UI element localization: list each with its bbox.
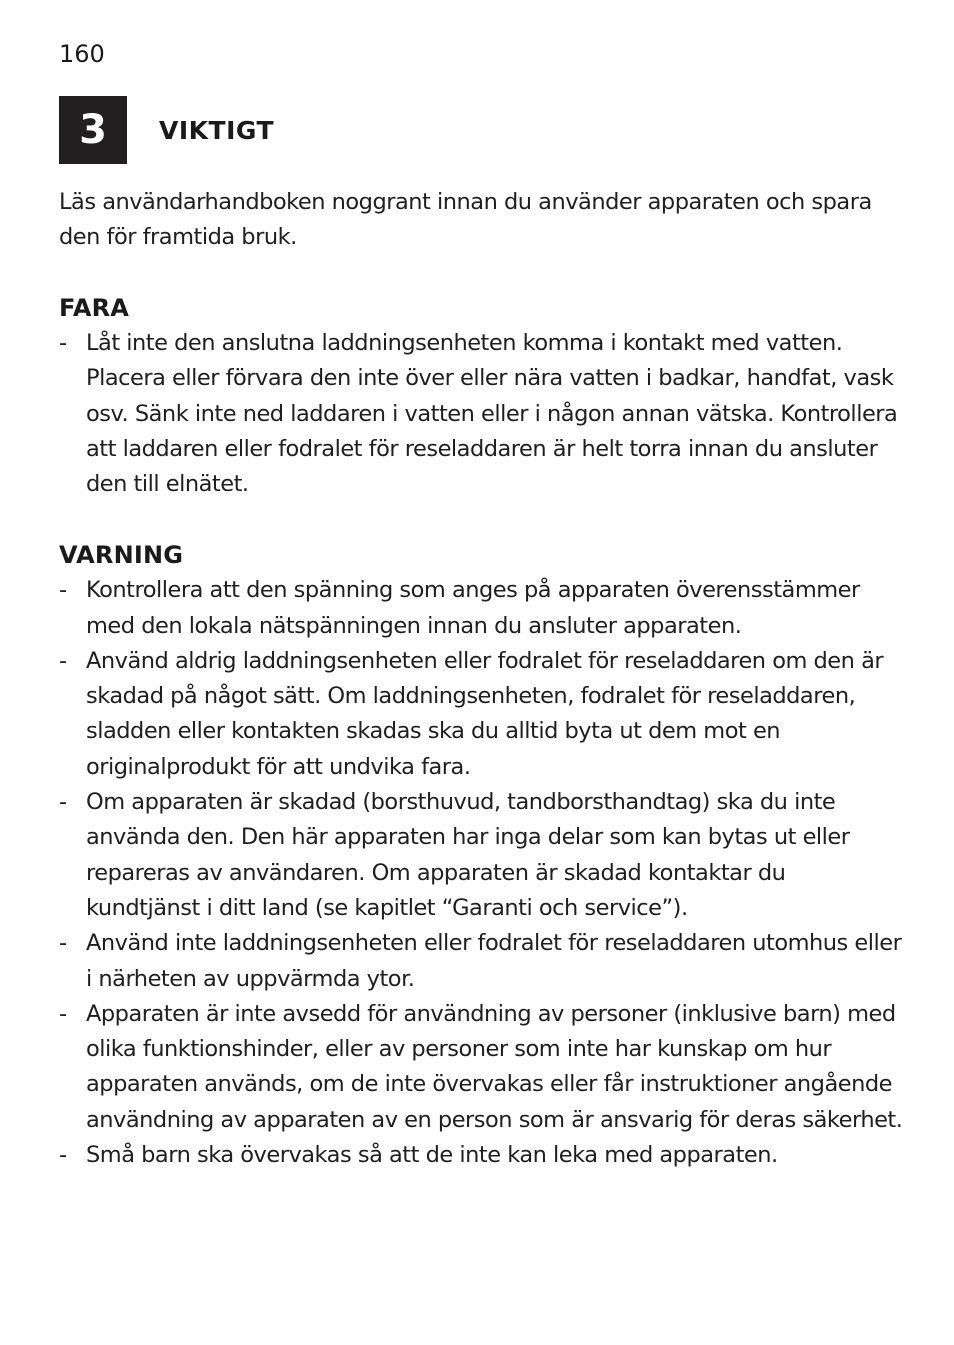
- list-item-text: Använd aldrig laddningsenheten eller fodralet för reseladdaren om den är skadad på något sätt. Om laddningsenheten, fodralet för reseladdaren, sladden eller kontakten skadas ska du alltid byta ut dem mot en originalprodukt för att undvika fara.: [86, 647, 884, 780]
- bullet-list-fara: [59, 326, 904, 502]
- bullet-dash: -: [59, 930, 67, 957]
- section-fara: [59, 291, 904, 503]
- section-varning: [59, 538, 904, 1173]
- intro-paragraph: Läs användarhandboken noggrant innan du använder apparaten och spara den för framtida bruk.: [59, 189, 872, 251]
- list-item: [59, 573, 904, 644]
- list-item-text: Använd inte laddningsenheten eller fodralet för reseladdaren utomhus eller i närheten av uppvärmda ytor.: [86, 930, 902, 992]
- list-item: [59, 644, 904, 785]
- list-item: [59, 326, 904, 502]
- chapter-title: VIKTIGT: [159, 116, 275, 145]
- content-body: [59, 185, 904, 1173]
- bullet-dash: -: [59, 789, 67, 816]
- bullet-dash: -: [59, 330, 67, 357]
- bullet-dash: -: [59, 1000, 67, 1027]
- section-heading-varning: VARNING: [59, 540, 184, 569]
- bullet-dash: -: [59, 647, 67, 674]
- bullet-dash: -: [59, 577, 67, 604]
- section-heading-fara: FARA: [59, 293, 130, 322]
- list-item: [59, 1138, 904, 1173]
- chapter-number-badge: 3: [59, 96, 127, 164]
- list-item: [59, 997, 904, 1138]
- bullet-list-varning: [59, 573, 904, 1173]
- list-item: [59, 926, 904, 997]
- list-item-text: Apparaten är inte avsedd för användning av personer (inklusive barn) med olika funktionshinder, eller av personer som inte har kunskap om hur apparaten används, om de inte övervakas eller får instruktioner angående användning av apparaten av en person som är ansvarig för deras säkerhet.: [86, 1000, 903, 1133]
- bullet-dash: -: [59, 1142, 67, 1169]
- list-item-text: Små barn ska övervakas så att de inte kan leka med apparaten.: [86, 1142, 778, 1169]
- list-item: [59, 785, 904, 926]
- list-item-text: Om apparaten är skadad (borsthuvud, tandborsthandtag) ska du inte använda den. Den här apparaten har inga delar som kan bytas ut eller repareras av användaren. Om apparaten är skadad kontaktar du kundtjänst i ditt land (se kapitlet “Garanti och service”).: [86, 789, 850, 921]
- list-item-text: Låt inte den anslutna laddningsenheten komma i kontakt med vatten. Placera eller förvara den inte över eller nära vatten i badkar, handfat, vask osv. Sänk inte ned laddaren i vatten eller i någon annan vätska. Kontrollera att laddaren eller fodralet för reseladdaren är helt torra innan du ansluter den till elnätet.: [86, 330, 898, 498]
- list-item-text: Kontrollera att den spänning som anges på apparaten överensstämmer med den lokala nätspänningen innan du ansluter apparaten.: [86, 577, 860, 639]
- page-number: 160: [59, 40, 105, 68]
